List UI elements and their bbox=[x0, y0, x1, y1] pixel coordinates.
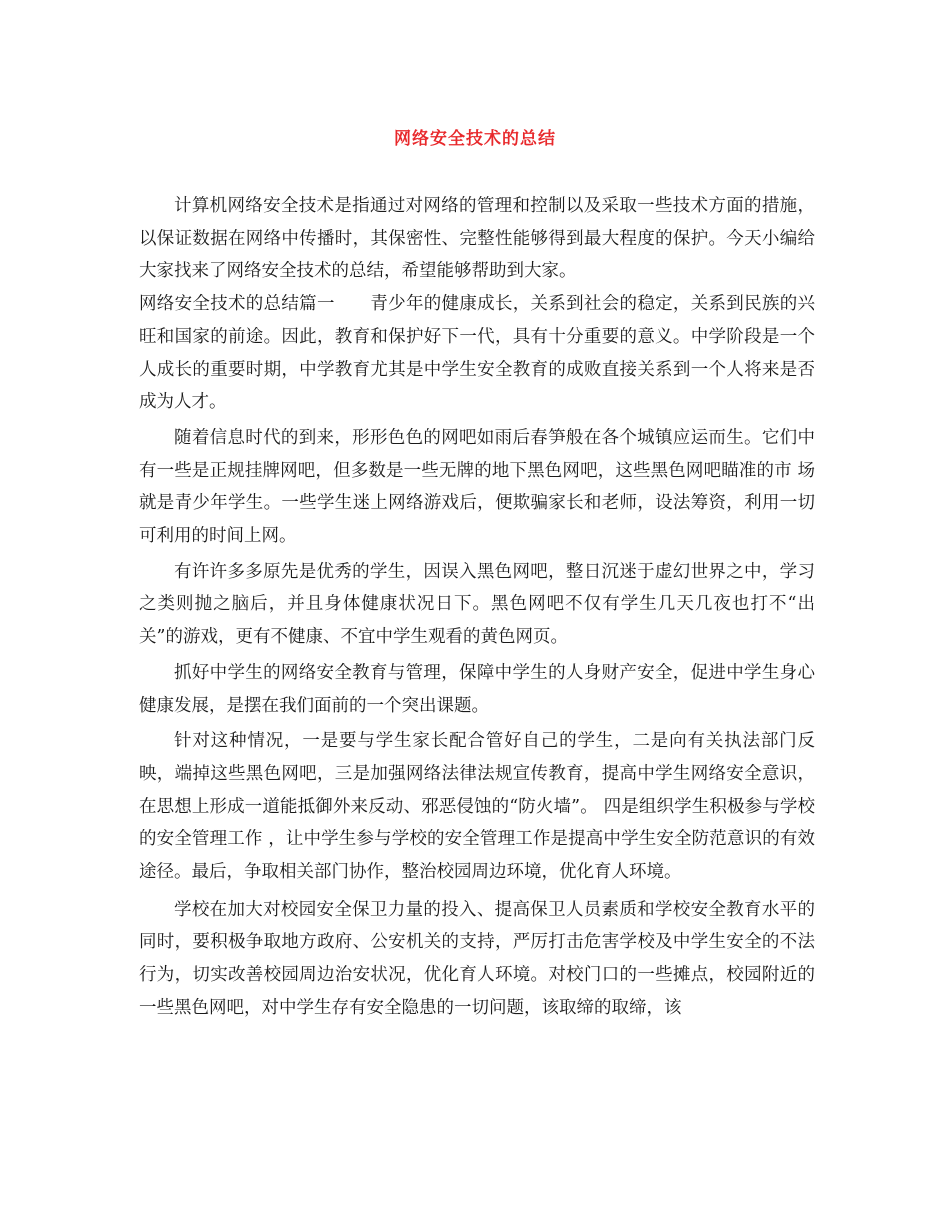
paragraph-measures: 针对这种情况，一是要与学生家长配合管好自己的学生，二是向有关执法部门反映，端掉这些黑色网吧，三是加强网络法律法规宣传教育，提高中学生网络安全意识，在思想上形成一道能抵御外来反动、邪恶侵蚀的“防火墙”。 四是组织学生积极参与学校的安全管理工作 ，让中学生参与学校的安全管理工作是提高中学生安全防范意识的有效途径。最后，争取相关部门协作，整治校园周边环境，优化育人环境。 bbox=[139, 731, 815, 883]
paragraph-internet-cafes: 随着信息时代的到来，形形色色的网吧如雨后春笋般在各个城镇应运而生。它们中有一些是正规挂牌网吧，但多数是一些无牌的地下黑色网吧，这些黑色网吧瞄准的市 场就是青少年学生。一些学生迷上网络游戏后，便欺骗家长和老师，设法筹资，利用一切可利用的时间上网。 bbox=[139, 427, 815, 547]
paragraph-intro: 计算机网络安全技术是指通过对网络的管理和控制以及采取一些技术方面的措施，以保证数据在网络中传播时，其保密性、完整性能够得到最大程度的保护。今天小编给大家找来了网络安全技术的总结，希望能够帮助到大家。 bbox=[139, 196, 815, 282]
paragraph-students-affected: 有许许多多原先是优秀的学生，因误入黑色网吧，整日沉迷于虚幻世界之中，学习之类则抛之脑后，并且身体健康状况日下。黑色网吧不仅有学生几天几夜也打不“出关”的游戏，更有不健康、不宜中学生观看的黄色网页。 bbox=[139, 561, 815, 648]
paragraph-school-security: 学校在加大对校园安全保卫力量的投入、提高保卫人员素质和学校安全教育水平的同时，要积极争取地方政府、公安机关的支持，严厉打击危害学校及中学生安全的不法行为，切实改善校园周边治安状况，优化育人环境。对校门口的一些摊点，校园附近的一些黑色网吧，对中学生存有安全隐患的一切问题，该取缔的取缔，该 bbox=[139, 899, 815, 1018]
paragraph-section-one: 网络安全技术的总结篇一 青少年的健康成长，关系到社会的稳定，关系到民族的兴旺和国家的前途。因此，教育和保护好下一代，具有十分重要的意义。中学阶段是一个人成长的重要时期，中学教育尤其是中学生安全教育的成败直接关系到一个人将来是否成为人才。 bbox=[139, 294, 815, 413]
document-title: 网络安全技术的总结 bbox=[394, 129, 556, 149]
paragraph-safety-education: 抓好中学生的网络安全教育与管理，保障中学生的人身财产安全，促进中学生身心健康发展，是摆在我们面前的一个突出课题。 bbox=[139, 662, 815, 716]
document-body bbox=[139, 190, 815, 1025]
